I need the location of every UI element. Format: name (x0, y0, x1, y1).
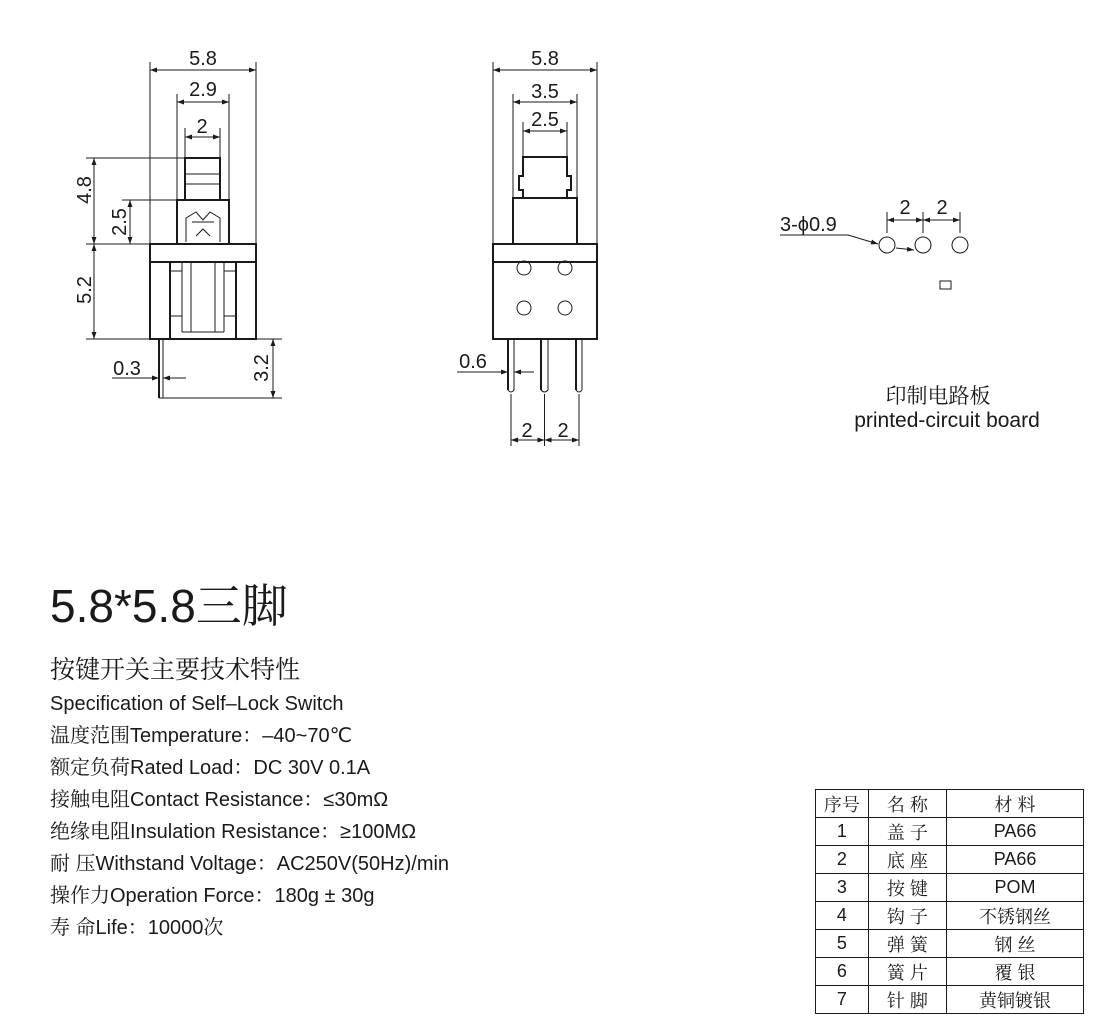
spec-temperature: 温度范围Temperature：–40~70℃ (50, 725, 353, 747)
dim-front-height-body: 5.2 (74, 276, 96, 304)
pcb-hole (915, 237, 931, 253)
dim-side-width-cap: 2.5 (531, 109, 559, 131)
spec-subheading: Specification of Self–Lock Switch (50, 693, 344, 715)
cell-number: 6 (816, 958, 869, 986)
pcb-holes-label: 3-ϕ0.9 (780, 214, 837, 236)
cell-material: POM (947, 874, 1084, 902)
dim-side-pin-width: 0.6 (459, 351, 487, 373)
pcb-hole-leader (780, 235, 878, 244)
cell-name: 针 脚 (868, 986, 946, 1014)
dim-front-pin-thickness: 0.3 (113, 358, 141, 380)
dim-front-pin-length: 3.2 (251, 354, 273, 382)
dim-front-width-cap: 2 (196, 116, 208, 138)
side-stem (513, 198, 577, 244)
pcb-hole (952, 237, 968, 253)
cell-material: 黄铜镀银 (947, 986, 1084, 1014)
pcb-title-en: printed-circuit board (854, 409, 1040, 432)
cell-material: PA66 (947, 846, 1084, 874)
dim-side-width-total: 5.8 (531, 48, 559, 70)
spec-rated-load: 额定负荷Rated Load：DC 30V 0.1A (50, 757, 371, 779)
spec-life: 寿 命Life：10000次 (50, 917, 224, 939)
parts-table (815, 789, 1084, 1014)
cell-number: 3 (816, 874, 869, 902)
cell-name: 弹 簧 (868, 930, 946, 958)
header-number: 序号 (816, 790, 869, 818)
spec-section (50, 652, 449, 944)
cell-number: 1 (816, 818, 869, 846)
dim-side-width-button: 3.5 (531, 81, 559, 103)
dim-front-width-total: 5.8 (189, 48, 217, 70)
dim-side-pin-pitch-2: 2 (557, 420, 569, 442)
side-plunger-cap (519, 157, 571, 198)
cell-material: PA66 (947, 818, 1084, 846)
dim-front-width-button: 2.9 (189, 79, 217, 101)
cell-material: 钢 丝 (947, 930, 1084, 958)
table-row (816, 846, 1084, 874)
pcb-mark (940, 281, 951, 289)
front-view (74, 48, 282, 398)
cell-name: 簧 片 (868, 958, 946, 986)
hook-icon (186, 212, 220, 242)
cell-material: 不锈钢丝 (947, 902, 1084, 930)
header-material: 材 料 (947, 790, 1084, 818)
side-view (457, 48, 597, 446)
table-row (816, 902, 1084, 930)
front-body-outline (150, 244, 256, 339)
dim-side-pin-pitch-1: 2 (521, 420, 533, 442)
spec-withstand-voltage: 耐 压Withstand Voltage：AC250V(50Hz)/min (50, 853, 450, 875)
cell-number: 2 (816, 846, 869, 874)
spec-contact-resistance: 接触电阻Contact Resistance：≤30mΩ (50, 789, 389, 811)
cell-name: 盖 子 (868, 818, 946, 846)
table-row (816, 874, 1084, 902)
table-row (816, 930, 1084, 958)
pcb-hole (879, 237, 895, 253)
dim-pcb-pitch-2: 2 (936, 197, 948, 219)
spec-operation-force: 操作力Operation Force：180g ± 30g (50, 885, 375, 907)
side-contact-circle (517, 261, 531, 275)
cell-number: 5 (816, 930, 869, 958)
pcb-title-cn: 印制电路板 (885, 385, 991, 408)
table-row (816, 958, 1084, 986)
parts-table-header (816, 790, 1084, 818)
front-plunger-cap (185, 158, 220, 200)
cell-name: 底 座 (868, 846, 946, 874)
dim-front-height-stem: 2.5 (109, 208, 131, 236)
table-row (816, 818, 1084, 846)
header-name: 名 称 (868, 790, 946, 818)
dim-pcb-pitch-1: 2 (899, 197, 911, 219)
pcb-layout (780, 197, 1040, 432)
cell-name: 钩 子 (868, 902, 946, 930)
side-pins (508, 339, 582, 392)
spec-heading: 按键开关主要技术特性 (50, 656, 301, 684)
page-title: 5.8*5.8三脚 (50, 580, 288, 632)
dim-front-height-plunger: 4.8 (74, 176, 96, 204)
spec-insulation-resistance: 绝缘电阻Insulation Resistance：≥100MΩ (50, 821, 417, 843)
cell-material: 覆 银 (947, 958, 1084, 986)
cell-name: 按 键 (868, 874, 946, 902)
side-body-outline (493, 244, 597, 339)
cell-number: 4 (816, 902, 869, 930)
cell-number: 7 (816, 986, 869, 1014)
table-row (816, 986, 1084, 1014)
